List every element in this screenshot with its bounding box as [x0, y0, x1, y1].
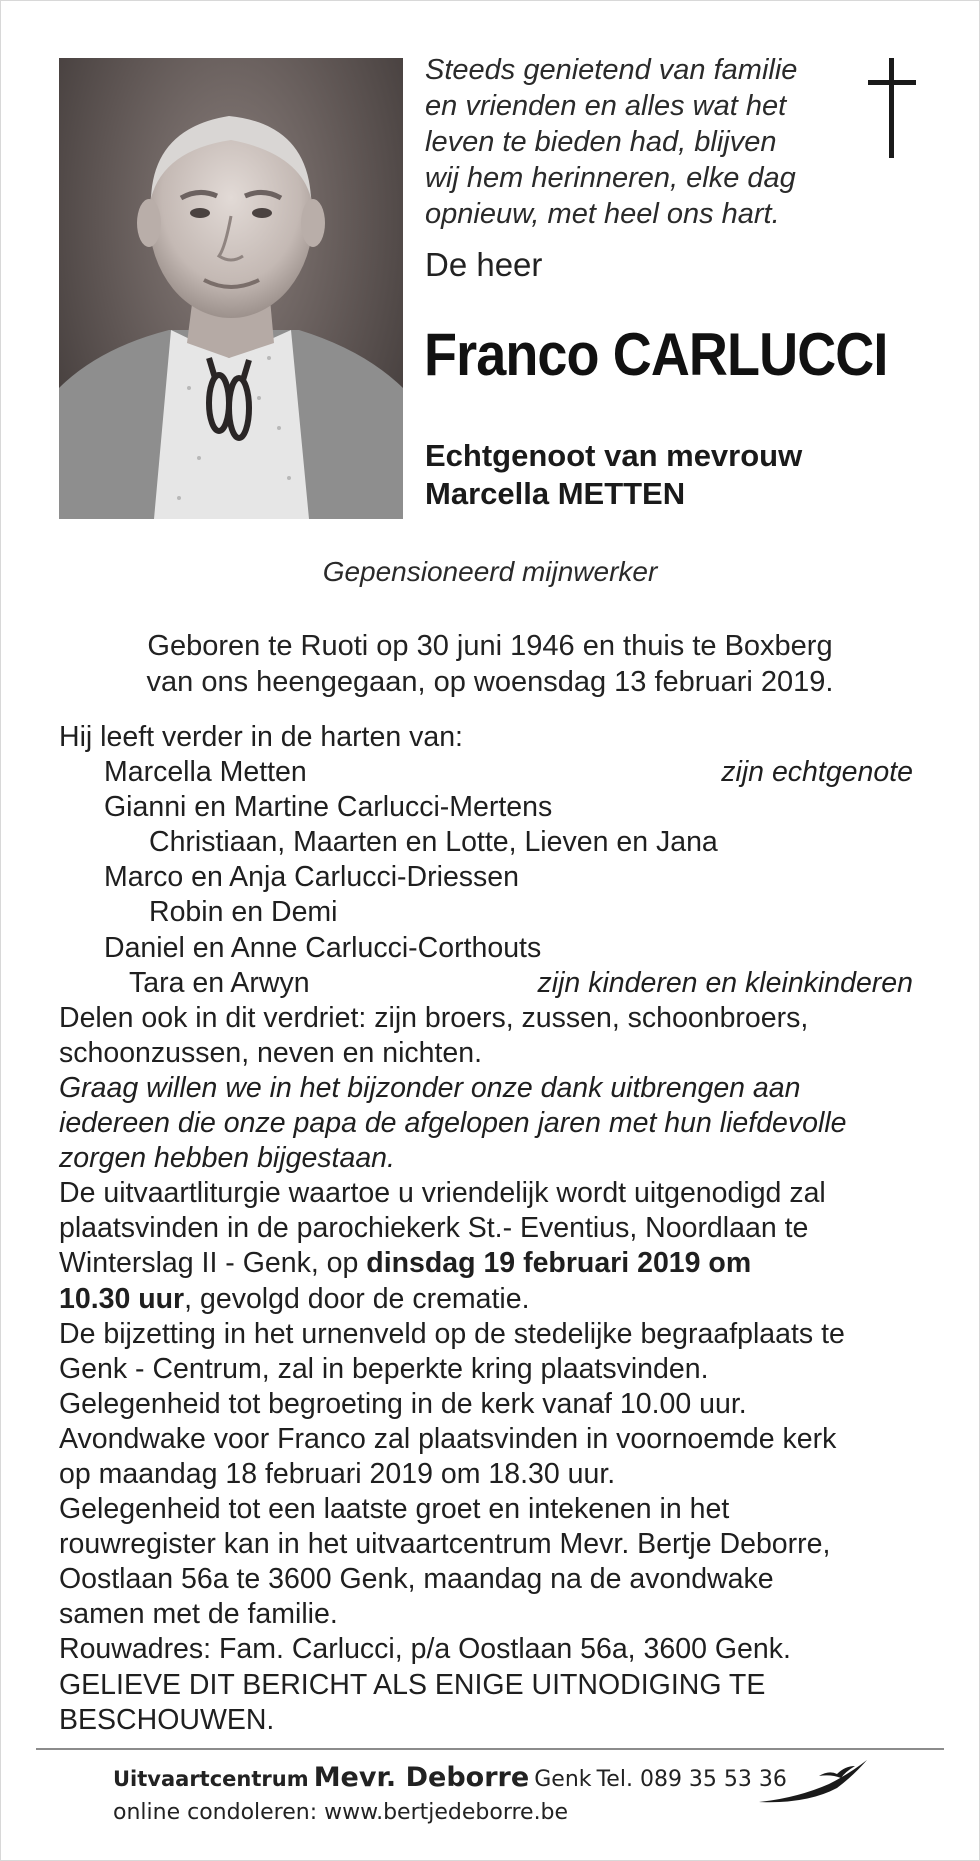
family-member: Marcella Metten: [104, 756, 307, 789]
body-line: Gelegenheid tot begroeting in de kerk vanaf 10.00 uur.: [59, 1387, 747, 1420]
spouse-line: Marcella METTEN: [425, 476, 686, 511]
online-condolence: online condoleren: www.bertjedeborre.be: [113, 1800, 569, 1825]
body-line: De uitvaartliturgie waartoe u vriendelijk wordt uitgenodigd zal: [59, 1177, 826, 1210]
funeral-home-brand: Mevr. Deborre: [313, 1762, 530, 1793]
quote-line: en vrienden en alles wat het: [425, 90, 787, 122]
family-intro: Hij leeft verder in de harten van:: [59, 721, 463, 753]
funeral-home-city: Genk: [534, 1767, 592, 1792]
family-member: Gianni en Martine Carlucci-Mertens: [104, 791, 553, 824]
family-role: zijn echtgenote: [721, 756, 913, 789]
body-line: Gelegenheid tot een laatste groet en intekenen in het: [59, 1493, 730, 1526]
body-line: Avondwake voor Franco zal plaatsvinden in voornoemde kerk: [59, 1422, 837, 1455]
quote-line: wij hem herinneren, elke dag: [425, 162, 796, 194]
funeral-time: 10.30 uur: [59, 1282, 185, 1315]
funeral-date: dinsdag 19 februari 2019 om: [366, 1247, 752, 1280]
body-line: Oostlaan 56a te 3600 Genk, maandag na de avondwake: [59, 1563, 774, 1596]
deceased-name: Franco CARLUCCI: [424, 321, 888, 388]
birth-line: Geboren te Ruoti op 30 juni 1946 en thuis te Boxberg: [147, 630, 833, 662]
funeral-home-phone: Tel. 089 35 53 36: [596, 1767, 787, 1792]
birth-line: van ons heengegaan, op woensdag 13 februari 2019.: [146, 666, 834, 698]
funeral-home-info: [113, 1762, 787, 1793]
birth-death-info: [0, 628, 980, 700]
quote-line: leven te bieden had, blijven: [425, 126, 777, 158]
spouse-line: Echtgenoot van mevrouw: [425, 438, 803, 473]
spouse-info: [425, 437, 802, 513]
body-line: De bijzetting in het urnenveld op de stedelijke begraafplaats te: [59, 1317, 845, 1350]
footer-divider: [36, 1748, 944, 1750]
family-member: Daniel en Anne Carlucci-Corthouts: [104, 931, 542, 964]
body-line: schoonzussen, neven en nichten.: [59, 1036, 483, 1069]
family-row: [59, 755, 939, 790]
body-line: BESCHOUWEN.: [59, 1703, 275, 1736]
occupation: Gepensioneerd mijnwerker: [322, 556, 658, 587]
body-line: samen met de familie.: [59, 1598, 338, 1631]
cross-icon: [862, 58, 922, 158]
body-line: [59, 1282, 939, 1317]
family-member: Tara en Arwyn: [129, 966, 310, 999]
body-line: plaatsvinden in de parochiekerk St.- Eventius, Noordlaan te: [59, 1212, 809, 1245]
thanks-line: Graag willen we in het bijzonder onze dank uitbrengen aan: [59, 1071, 801, 1104]
family-member: Marco en Anja Carlucci-Driessen: [104, 861, 519, 894]
portrait-photo: [59, 58, 403, 519]
family-row: [59, 966, 939, 1001]
body-line: [59, 1246, 939, 1281]
body-text: , gevolgd door de crematie.: [184, 1282, 530, 1315]
body-text: Winterslag II - Genk, op: [59, 1247, 367, 1280]
thanks-line: iedereen die onze papa de afgelopen jaren met hun liefdevolle: [59, 1107, 847, 1140]
quote-line: Steeds genietend van familie: [425, 54, 798, 86]
body-line: Genk - Centrum, zal in beperkte kring plaatsvinden.: [59, 1352, 709, 1385]
body-line: GELIEVE DIT BERICHT ALS ENIGE UITNODIGING TE: [59, 1668, 766, 1701]
family-member: Christiaan, Maarten en Lotte, Lieven en Jana: [149, 826, 718, 859]
body-line: op maandag 18 februari 2019 om 18.30 uur.: [59, 1457, 616, 1490]
salutation: De heer: [425, 246, 543, 283]
funeral-home-label: Uitvaartcentrum: [113, 1767, 309, 1791]
body-line: rouwregister kan in het uitvaartcentrum Mevr. Bertje Deborre,: [59, 1528, 831, 1561]
family-member: Robin en Demi: [149, 896, 338, 929]
quote-line: opnieuw, met heel ons hart.: [425, 198, 780, 230]
family-role: zijn kinderen en kleinkinderen: [537, 966, 913, 999]
mourning-address: Rouwadres: Fam. Carlucci, p/a Oostlaan 56a, 3600 Genk.: [59, 1633, 791, 1666]
body-line: Delen ook in dit verdriet: zijn broers, zussen, schoonbroers,: [59, 1001, 809, 1034]
notice-body: [59, 720, 939, 1738]
thanks-line: zorgen hebben bijgestaan.: [59, 1142, 395, 1175]
bird-logo-icon: [757, 1754, 875, 1806]
memorial-quote: [425, 52, 865, 232]
